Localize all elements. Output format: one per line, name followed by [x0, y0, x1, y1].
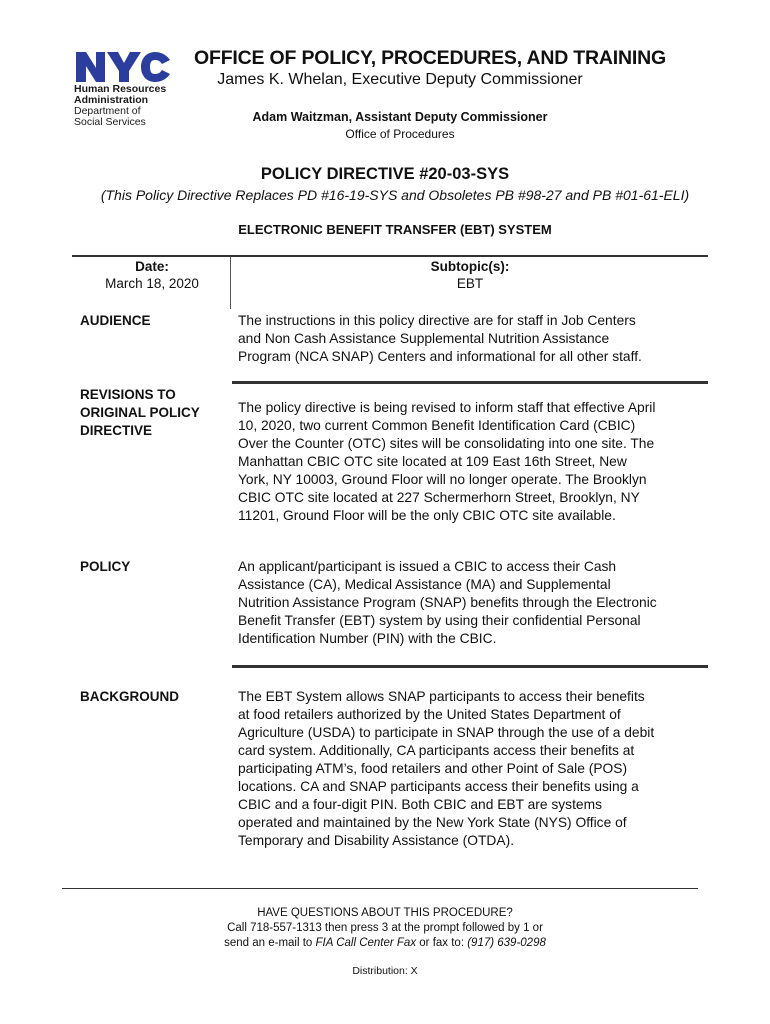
policy-line: Identification Number (PIN) with the CBIC.: [238, 631, 497, 646]
revisions-body: [238, 399, 708, 525]
logo-line-1: Human Resources: [74, 83, 167, 95]
logo-agency-text: [74, 84, 166, 128]
policy-body: [238, 558, 708, 648]
revisions-line: 11201, Ground Floor will be the only CBIC OTC site available.: [238, 508, 616, 523]
revisions-label: [80, 386, 230, 440]
audience-body: [238, 312, 708, 366]
office-of-procedures: Office of Procedures: [345, 127, 455, 141]
audience-line: The instructions in this policy directive are for staff in Job Centers: [238, 313, 636, 328]
background-line: The EBT System allows SNAP participants to access their benefits: [238, 689, 645, 704]
revisions-line: Over the Counter (OTC) sites will be consolidating into one site. The: [238, 436, 655, 451]
distribution: Distribution: X: [352, 965, 418, 977]
subtopic-label: Subtopic(s):: [430, 259, 510, 274]
policy-line: Benefit Transfer (EBT) system by using their confidential Personal: [238, 613, 641, 628]
audience-line: Program (NCA SNAP) Centers and informational for all other staff.: [238, 349, 642, 364]
revisions-line: 10, 2020, two current Common Benefit Identification Card (CBIC): [238, 418, 636, 433]
replaces-note: (This Policy Directive Replaces PD #16-19-SYS and Obsoletes PB #98-27 and PB #01-61-ELI): [100, 187, 690, 203]
subtopic-value: EBT: [456, 276, 484, 291]
footer-rule: [62, 888, 698, 889]
audience-label: AUDIENCE: [80, 313, 151, 328]
footer-question: HAVE QUESTIONS ABOUT THIS PROCEDURE?: [257, 907, 513, 919]
revisions-line: Manhattan CBIC OTC site located at 109 East 16th Street, New: [238, 454, 627, 469]
revisions-label-line: REVISIONS TO: [80, 387, 176, 402]
background-line: Agriculture (USDA) to participate in SNAP through the use of a debit: [238, 725, 655, 740]
background-line: operated and maintained by the New York State (NYS) Office of: [238, 815, 627, 830]
footer-call: Call 718-557-1313 then press 3 at the prompt followed by 1 or: [227, 922, 543, 934]
policy-line: An applicant/participant is issued a CBIC to access their Cash: [238, 559, 617, 574]
footer-fax-number: (917) 639-0298: [467, 937, 546, 949]
office-title: OFFICE OF POLICY, PROCEDURES, AND TRAINING: [194, 47, 666, 69]
background-body: [238, 688, 708, 850]
background-line: at food retailers authorized by the United States Department of: [238, 707, 621, 722]
revisions-line: CBIC OTC site located at 227 Schermerhorn Street, Brooklyn, NY: [238, 490, 640, 505]
footer-contact: [0, 936, 770, 951]
background-line: participating ATM’s, food retailers and other Point of Sale (POS): [238, 761, 628, 776]
revisions-label-line: DIRECTIVE: [80, 423, 153, 438]
directive-subject: ELECTRONIC BENEFIT TRANSFER (EBT) SYSTEM: [238, 222, 552, 237]
date-value: March 18, 2020: [105, 276, 199, 291]
policy-line: Nutrition Assistance Program (SNAP) benefits through the Electronic: [238, 595, 657, 610]
deputy-commissioner-line: Adam Waitzman, Assistant Deputy Commissioner: [252, 110, 548, 124]
logo-line-3: Department of: [74, 105, 141, 117]
date-label: Date:: [135, 259, 169, 274]
footer-fax-prefix: or fax to:: [416, 937, 468, 949]
footer-email-prefix: send an e-mail to: [224, 937, 316, 949]
section-rule: [232, 381, 708, 384]
meta-box-top-rule: [72, 255, 708, 257]
revisions-line: York, NY 10003, Ground Floor will no longer operate. The Brooklyn: [238, 472, 647, 487]
revisions-line: The policy directive is being revised to inform staff that effective April: [238, 400, 656, 415]
audience-line: and Non Cash Assistance Supplemental Nutrition Assistance: [238, 331, 610, 346]
section-rule: [232, 665, 708, 668]
directive-title: POLICY DIRECTIVE #20-03-SYS: [260, 165, 510, 183]
logo-line-2: Administration: [74, 94, 149, 106]
policy-line: Assistance (CA), Medical Assistance (MA) and Supplemental: [238, 577, 611, 592]
background-line: card system. Additionally, CA participants access their benefits at: [238, 743, 635, 758]
commissioner-line: James K. Whelan, Executive Deputy Commissioner: [217, 71, 583, 88]
revisions-label-line: ORIGINAL POLICY: [80, 405, 200, 420]
background-line: locations. CA and SNAP participants access their benefits using a: [238, 779, 639, 794]
footer-email-link[interactable]: FIA Call Center Fax: [315, 937, 417, 949]
policy-label: POLICY: [80, 559, 131, 574]
background-label: BACKGROUND: [80, 689, 179, 704]
logo-line-4: Social Services: [74, 116, 146, 128]
background-line: CBIC and a four-digit PIN. Both CBIC and EBT are systems: [238, 797, 602, 812]
background-line: Temporary and Disability Assistance (OTDA).: [238, 833, 515, 848]
